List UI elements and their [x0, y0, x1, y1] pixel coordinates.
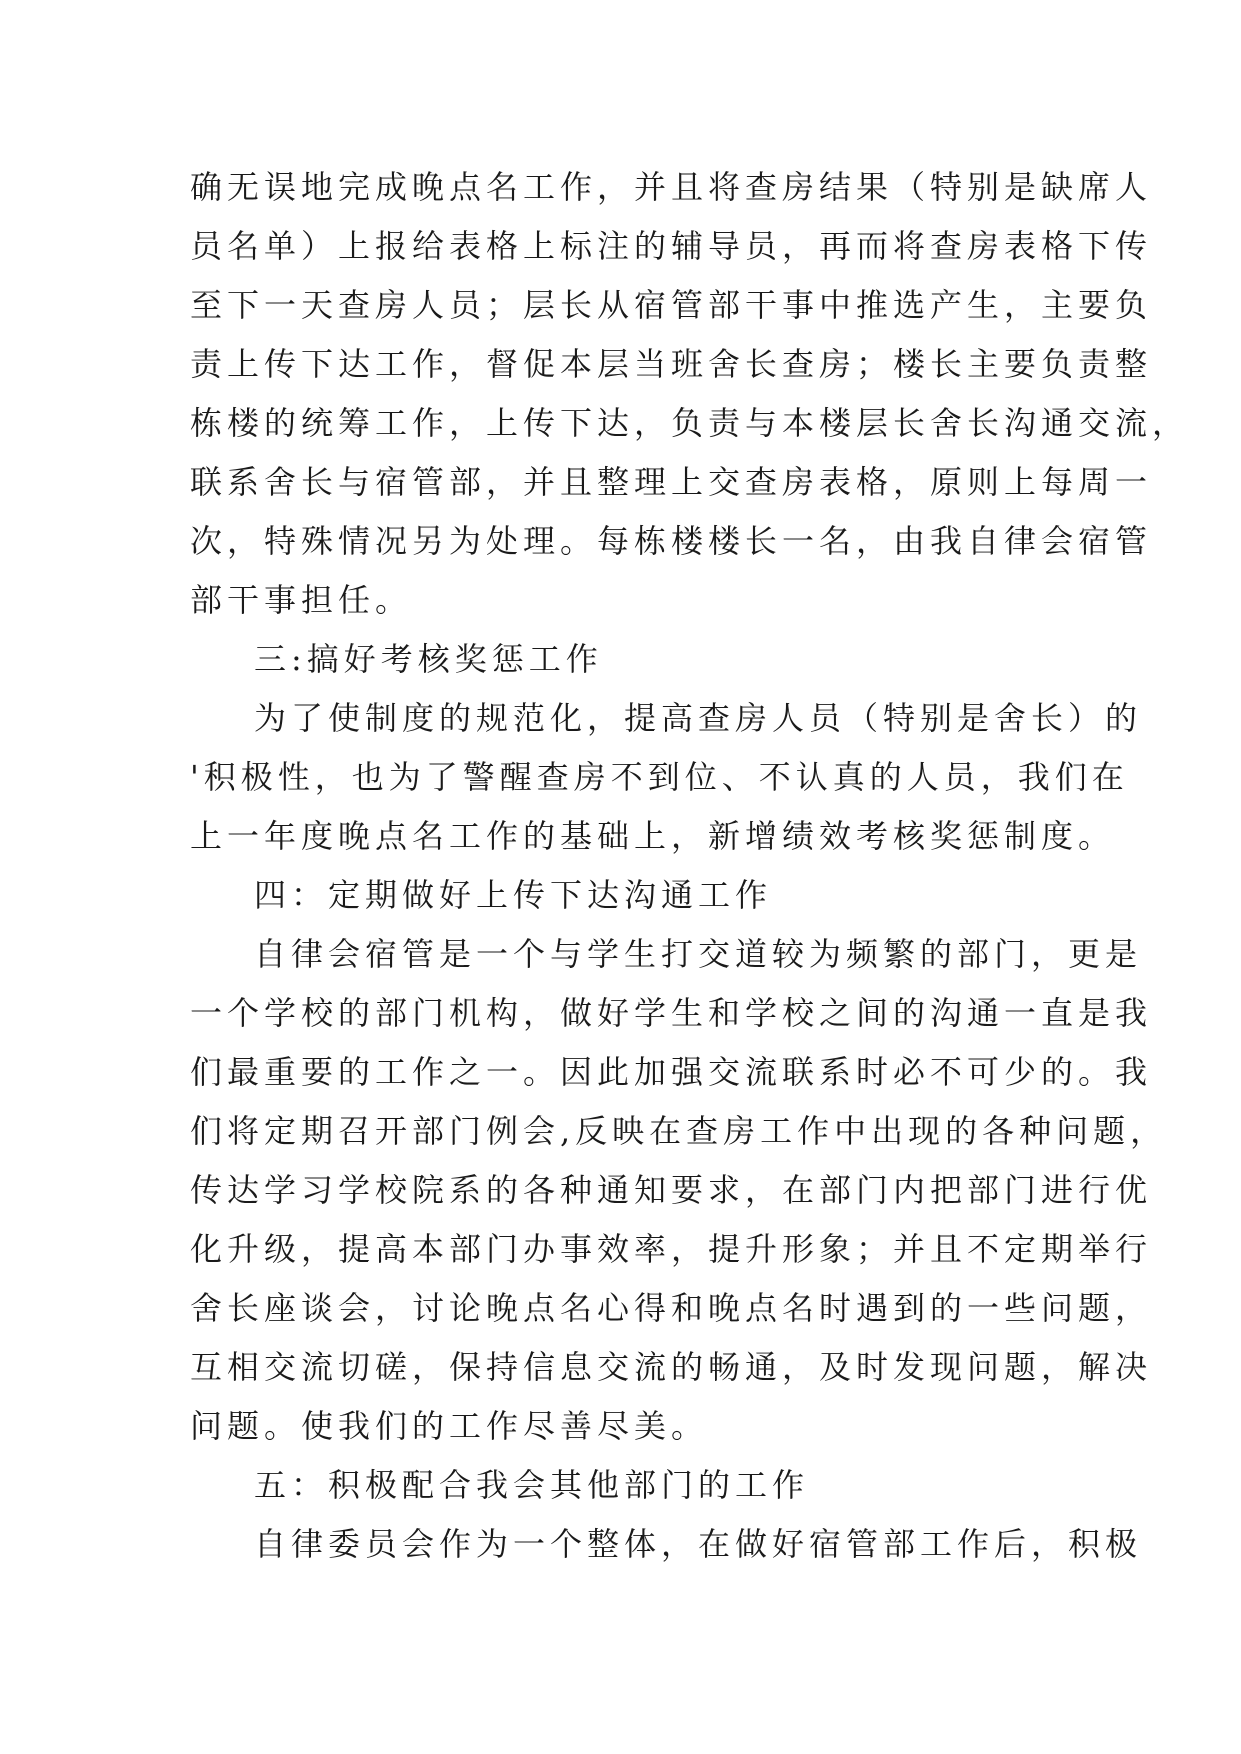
text-line: '积极性，也为了警醒查房不到位、不认真的人员，我们在	[190, 758, 1129, 796]
text-line: 部干事担任。	[190, 581, 413, 619]
text-line: 们将定期召开部门例会,反映在查房工作中出现的各种问题，	[190, 1112, 1168, 1150]
text-line: 化升级，提高本部门办事效率，提升形象；并且不定期举行	[190, 1230, 1153, 1268]
text-line: 上一年度晚点名工作的基础上，新增绩效考核奖惩制度。	[190, 817, 1116, 855]
text-line: 传达学习学校院系的各种通知要求，在部门内把部门进行优	[190, 1171, 1153, 1209]
body-text	[190, 158, 1190, 1574]
section-heading-5: 五：积极配合我会其他部门的工作	[254, 1466, 810, 1504]
text-line: 责上传下达工作，督促本层当班舍长查房；楼长主要负责整	[190, 345, 1153, 383]
text-line: 们最重要的工作之一。因此加强交流联系时必不可少的。我	[190, 1053, 1153, 1091]
text-line: 次，特殊情况另为处理。每栋楼楼长一名，由我自律会宿管	[190, 522, 1153, 560]
text-line: 自律委员会作为一个整体，在做好宿管部工作后，积极	[254, 1525, 1143, 1563]
text-line: 确无误地完成晚点名工作，并且将查房结果（特别是缺席人	[190, 168, 1153, 206]
text-line: 栋楼的统筹工作，上传下达，负责与本楼层长舍长沟通交流，	[190, 404, 1190, 442]
text-line: 联系舍长与宿管部，并且整理上交查房表格，原则上每周一	[190, 463, 1153, 501]
text-line: 至下一天查房人员；层长从宿管部干事中推选产生，主要负	[190, 286, 1153, 324]
text-line: 员名单）上报给表格上标注的辅导员，再而将查房表格下传	[190, 227, 1153, 265]
section-heading-4: 四：定期做好上传下达沟通工作	[254, 876, 773, 914]
text-line: 为了使制度的规范化，提高查房人员（特别是舍长）的	[254, 699, 1143, 737]
text-line: 问题。使我们的工作尽善尽美。	[190, 1407, 709, 1445]
text-line: 自律会宿管是一个与学生打交道较为频繁的部门，更是	[254, 935, 1143, 973]
text-line: 舍长座谈会，讨论晚点名心得和晚点名时遇到的一些问题，	[190, 1289, 1153, 1327]
text-line: 一个学校的部门机构，做好学生和学校之间的沟通一直是我	[190, 994, 1153, 1032]
section-heading-3: 三:搞好考核奖惩工作	[254, 640, 603, 678]
text-line: 互相交流切磋，保持信息交流的畅通，及时发现问题，解决	[190, 1348, 1153, 1386]
